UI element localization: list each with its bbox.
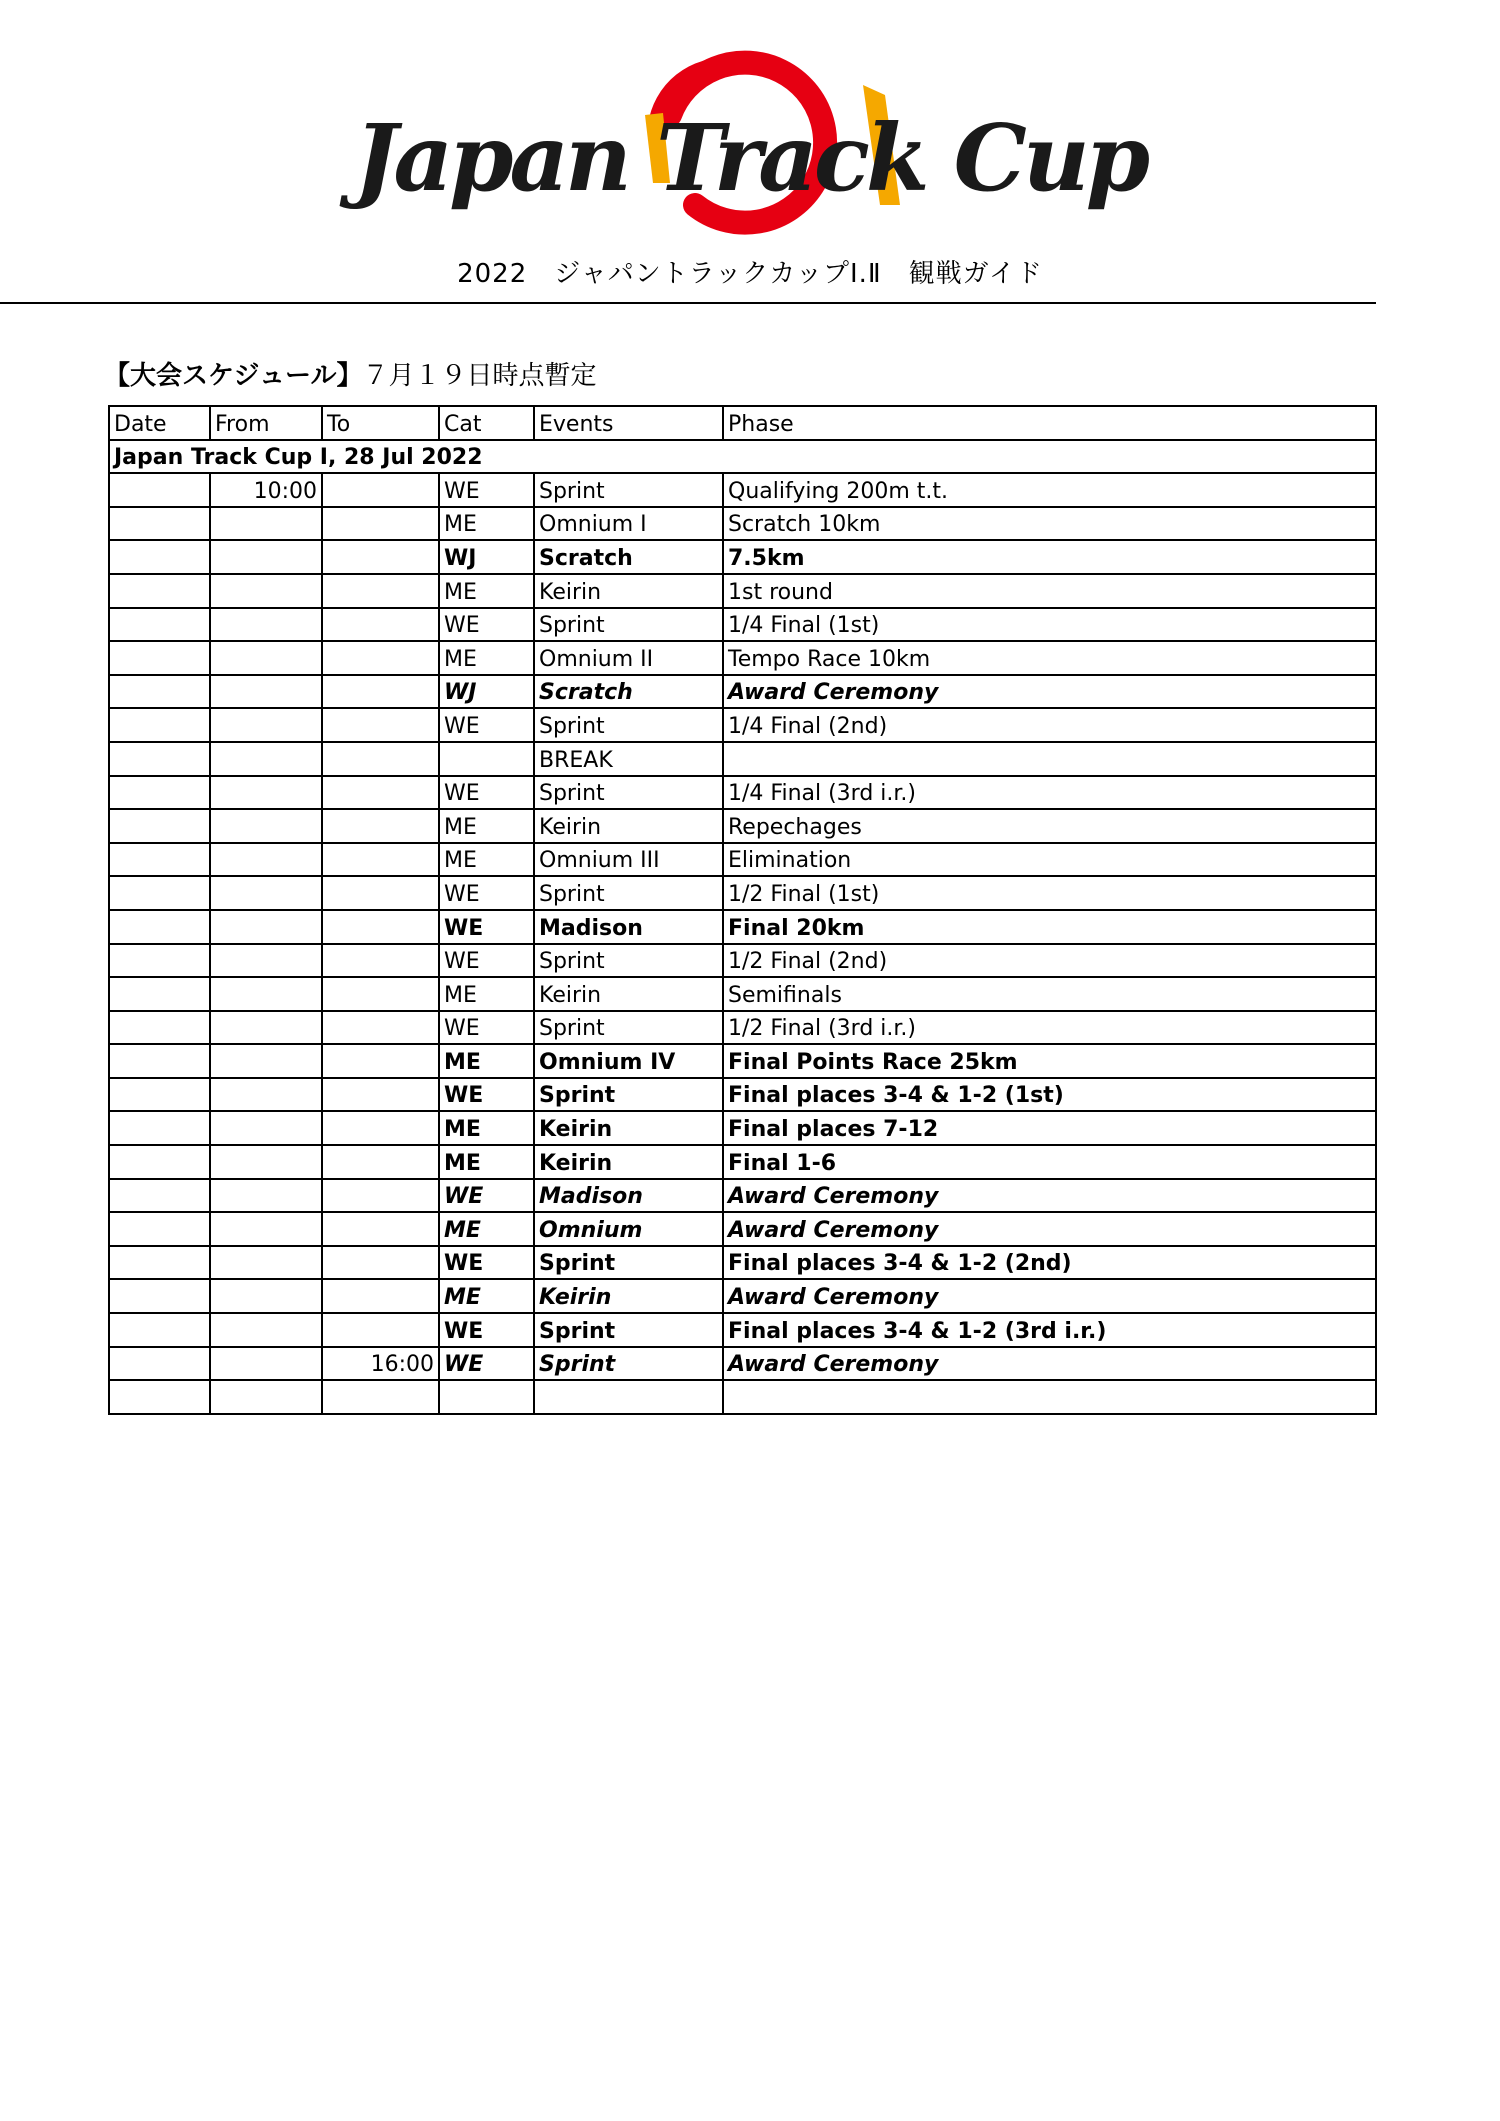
phase-cell: 1/4 Final (2nd) [723, 708, 1376, 742]
event-cell: Keirin [534, 1111, 723, 1145]
from-cell [210, 1313, 322, 1347]
logo-wordmark: Japan Track Cup [353, 104, 1147, 212]
event-cell: Omnium I [534, 507, 723, 541]
phase-cell: Scratch 10km [723, 507, 1376, 541]
cat-cell: WE [439, 1011, 534, 1045]
guide-title: 2022 ジャパントラックカップⅠ.Ⅱ 観戦ガイド [457, 259, 1043, 289]
cat-cell: WE [439, 608, 534, 642]
date-cell [109, 540, 210, 574]
to-cell [322, 1246, 439, 1280]
event-cell: Omnium IV [534, 1044, 723, 1078]
event-cell: Sprint [534, 776, 723, 810]
cat-cell [439, 1380, 534, 1414]
column-header-events: Events [534, 406, 723, 440]
phase-cell: Final places 3-4 & 1-2 (1st) [723, 1078, 1376, 1112]
event-cell: Omnium [534, 1212, 723, 1246]
from-cell [210, 574, 322, 608]
table-row [109, 1279, 1376, 1313]
to-cell [322, 708, 439, 742]
date-cell [109, 1078, 210, 1112]
from-cell: 10:00 [210, 473, 322, 507]
date-cell [109, 1044, 210, 1078]
section-title-row [109, 440, 1376, 474]
phase-cell: Award Ceremony [723, 1279, 1376, 1313]
date-cell [109, 608, 210, 642]
to-cell [322, 1145, 439, 1179]
event-cell: Scratch [534, 540, 723, 574]
cat-cell: WJ [439, 540, 534, 574]
to-cell [322, 944, 439, 978]
table-row [109, 1078, 1376, 1112]
to-cell [322, 1011, 439, 1045]
column-header-phase: Phase [723, 406, 1376, 440]
event-cell: Sprint [534, 608, 723, 642]
cat-cell: WE [439, 473, 534, 507]
date-cell [109, 742, 210, 776]
section-title: Japan Track Cup I, 28 Jul 2022 [109, 440, 1376, 474]
event-cell: Sprint [534, 1347, 723, 1381]
from-cell [210, 1145, 322, 1179]
from-cell [210, 1246, 322, 1280]
event-cell: Keirin [534, 977, 723, 1011]
schedule-table [108, 405, 1377, 1415]
date-cell [109, 641, 210, 675]
to-cell [322, 1111, 439, 1145]
table-row [109, 1347, 1376, 1381]
table-row [109, 675, 1376, 709]
cat-cell: ME [439, 1111, 534, 1145]
phase-cell: Repechages [723, 809, 1376, 843]
event-cell: Keirin [534, 809, 723, 843]
event-cell: Sprint [534, 1011, 723, 1045]
table-row [109, 641, 1376, 675]
cat-cell: ME [439, 574, 534, 608]
phase-cell: Final places 3-4 & 1-2 (2nd) [723, 1246, 1376, 1280]
date-cell [109, 843, 210, 877]
table-row [109, 1145, 1376, 1179]
phase-cell: Award Ceremony [723, 1347, 1376, 1381]
cat-cell: WJ [439, 675, 534, 709]
to-cell [322, 540, 439, 574]
table-row [109, 1011, 1376, 1045]
cat-cell: ME [439, 1279, 534, 1313]
phase-cell: 1/4 Final (1st) [723, 608, 1376, 642]
phase-cell: Award Ceremony [723, 1212, 1376, 1246]
cat-cell: WE [439, 776, 534, 810]
cat-cell: WE [439, 708, 534, 742]
table-row [109, 910, 1376, 944]
to-cell [322, 1179, 439, 1213]
event-cell: Scratch [534, 675, 723, 709]
event-cell: Keirin [534, 574, 723, 608]
event-cell: Sprint [534, 876, 723, 910]
event-cell: Sprint [534, 1313, 723, 1347]
from-cell [210, 1179, 322, 1213]
cat-cell: ME [439, 809, 534, 843]
from-cell [210, 910, 322, 944]
event-cell [534, 1380, 723, 1414]
to-cell [322, 776, 439, 810]
to-cell [322, 1212, 439, 1246]
cat-cell: ME [439, 977, 534, 1011]
event-cell: Sprint [534, 1078, 723, 1112]
table-row [109, 608, 1376, 642]
from-cell [210, 742, 322, 776]
phase-cell: 7.5km [723, 540, 1376, 574]
phase-cell: 1/4 Final (3rd i.r.) [723, 776, 1376, 810]
table-row [109, 1044, 1376, 1078]
event-cell: Keirin [534, 1279, 723, 1313]
date-cell [109, 809, 210, 843]
phase-cell: Qualifying 200m t.t. [723, 473, 1376, 507]
to-cell [322, 574, 439, 608]
phase-cell [723, 1380, 1376, 1414]
phase-cell: 1/2 Final (2nd) [723, 944, 1376, 978]
to-cell [322, 1279, 439, 1313]
from-cell [210, 809, 322, 843]
from-cell [210, 641, 322, 675]
phase-cell: Final 1-6 [723, 1145, 1376, 1179]
cat-cell: ME [439, 641, 534, 675]
phase-cell: Award Ceremony [723, 1179, 1376, 1213]
from-cell [210, 1011, 322, 1045]
event-cell: Sprint [534, 708, 723, 742]
cat-cell: WE [439, 910, 534, 944]
table-row [109, 776, 1376, 810]
date-cell [109, 473, 210, 507]
to-cell [322, 1044, 439, 1078]
date-cell [109, 675, 210, 709]
cat-cell: WE [439, 1313, 534, 1347]
column-header-from: From [210, 406, 322, 440]
to-cell [322, 1313, 439, 1347]
table-row [109, 1313, 1376, 1347]
to-cell [322, 742, 439, 776]
cat-cell: WE [439, 876, 534, 910]
event-cell: Sprint [534, 1246, 723, 1280]
date-cell [109, 507, 210, 541]
cat-cell: WE [439, 944, 534, 978]
event-cell: Sprint [534, 944, 723, 978]
cat-cell: WE [439, 1078, 534, 1112]
to-cell [322, 1380, 439, 1414]
table-row [109, 1246, 1376, 1280]
schedule-heading-label: 【大会スケジュール】 [104, 361, 363, 391]
to-cell [322, 675, 439, 709]
to-cell [322, 977, 439, 1011]
from-cell [210, 776, 322, 810]
phase-cell [723, 742, 1376, 776]
date-cell [109, 1279, 210, 1313]
cat-cell: WE [439, 1347, 534, 1381]
japan-track-cup-logo [353, 55, 1147, 240]
cat-cell: ME [439, 507, 534, 541]
table-row [109, 1111, 1376, 1145]
event-cell: Omnium III [534, 843, 723, 877]
to-cell [322, 1078, 439, 1112]
table-row [109, 944, 1376, 978]
from-cell [210, 675, 322, 709]
cat-cell: ME [439, 1044, 534, 1078]
phase-cell: 1st round [723, 574, 1376, 608]
date-cell [109, 1011, 210, 1045]
table-row [109, 473, 1376, 507]
table-row [109, 843, 1376, 877]
from-cell [210, 540, 322, 574]
date-cell [109, 1111, 210, 1145]
from-cell [210, 1078, 322, 1112]
to-cell [322, 910, 439, 944]
table-row [109, 809, 1376, 843]
cat-cell [439, 742, 534, 776]
to-cell [322, 876, 439, 910]
date-cell [109, 977, 210, 1011]
from-cell [210, 708, 322, 742]
from-cell [210, 977, 322, 1011]
phase-cell: Final Points Race 25km [723, 1044, 1376, 1078]
from-cell [210, 1111, 322, 1145]
event-cell: Madison [534, 910, 723, 944]
phase-cell: Award Ceremony [723, 675, 1376, 709]
table-row [109, 742, 1376, 776]
event-cell: Keirin [534, 1145, 723, 1179]
date-cell [109, 1380, 210, 1414]
to-cell [322, 809, 439, 843]
to-cell [322, 641, 439, 675]
date-cell [109, 1313, 210, 1347]
date-cell [109, 708, 210, 742]
from-cell [210, 876, 322, 910]
phase-cell: Final places 7-12 [723, 1111, 1376, 1145]
table-row [109, 977, 1376, 1011]
phase-cell: Elimination [723, 843, 1376, 877]
from-cell [210, 944, 322, 978]
schedule-heading-date: ７月１９日時点暫定 [362, 361, 597, 391]
table-row [109, 708, 1376, 742]
date-cell [109, 1246, 210, 1280]
column-header-cat: Cat [439, 406, 534, 440]
cat-cell: ME [439, 1212, 534, 1246]
cat-cell: WE [439, 1179, 534, 1213]
event-cell: BREAK [534, 742, 723, 776]
to-cell [322, 473, 439, 507]
phase-cell: 1/2 Final (3rd i.r.) [723, 1011, 1376, 1045]
from-cell [210, 1347, 322, 1381]
date-cell [109, 876, 210, 910]
table-row [109, 507, 1376, 541]
to-cell: 16:00 [322, 1347, 439, 1381]
to-cell [322, 608, 439, 642]
date-cell [109, 776, 210, 810]
date-cell [109, 1212, 210, 1246]
date-cell [109, 1145, 210, 1179]
date-cell [109, 944, 210, 978]
phase-cell: 1/2 Final (1st) [723, 876, 1376, 910]
from-cell [210, 608, 322, 642]
table-row [109, 876, 1376, 910]
cat-cell: WE [439, 1246, 534, 1280]
to-cell [322, 843, 439, 877]
date-cell [109, 1179, 210, 1213]
phase-cell: Semifinals [723, 977, 1376, 1011]
date-cell [109, 910, 210, 944]
schedule-heading [104, 359, 596, 393]
column-header-date: Date [109, 406, 210, 440]
from-cell [210, 1212, 322, 1246]
to-cell [322, 507, 439, 541]
phase-cell: Final places 3-4 & 1-2 (3rd i.r.) [723, 1313, 1376, 1347]
date-cell [109, 1347, 210, 1381]
table-row [109, 1380, 1376, 1414]
event-cell: Madison [534, 1179, 723, 1213]
header-divider [0, 302, 1376, 304]
table-row [109, 574, 1376, 608]
from-cell [210, 1279, 322, 1313]
event-cell: Omnium II [534, 641, 723, 675]
from-cell [210, 1044, 322, 1078]
cat-cell: ME [439, 1145, 534, 1179]
column-header-to: To [322, 406, 439, 440]
table-row [109, 1179, 1376, 1213]
from-cell [210, 1380, 322, 1414]
event-cell: Sprint [534, 473, 723, 507]
from-cell [210, 843, 322, 877]
table-header-row [109, 406, 1376, 440]
from-cell [210, 507, 322, 541]
table-row [109, 540, 1376, 574]
table-row [109, 1212, 1376, 1246]
phase-cell: Tempo Race 10km [723, 641, 1376, 675]
phase-cell: Final 20km [723, 910, 1376, 944]
date-cell [109, 574, 210, 608]
cat-cell: ME [439, 843, 534, 877]
